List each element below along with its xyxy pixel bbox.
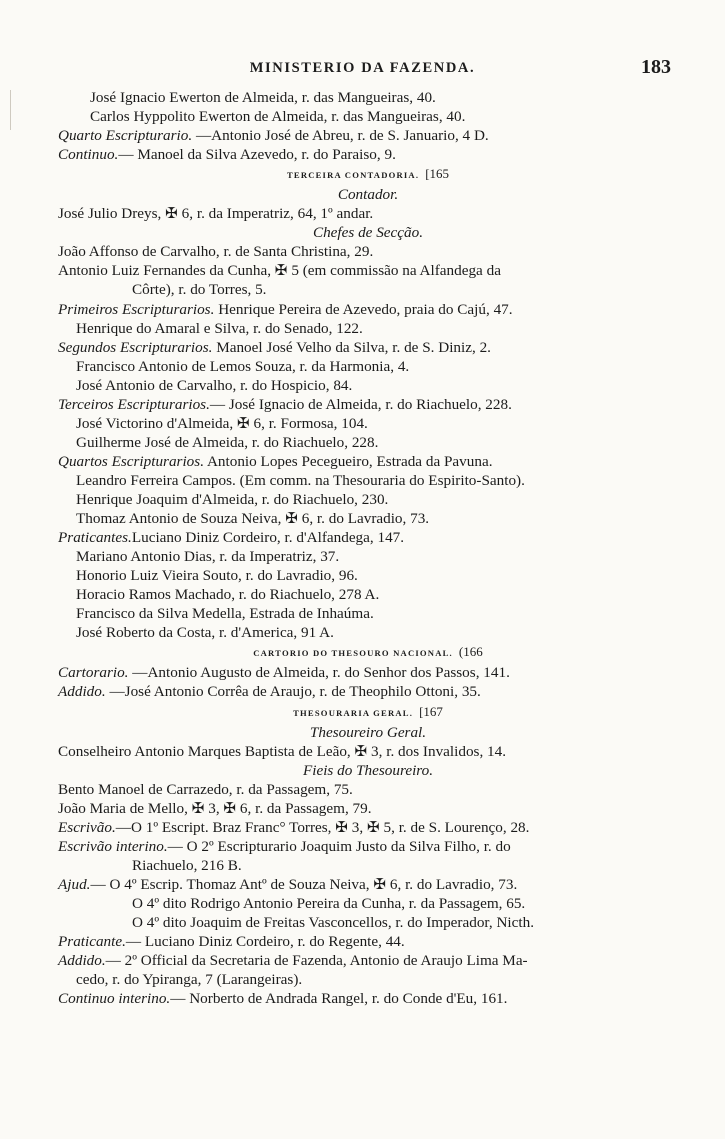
role-label: Ajud. [58,875,91,893]
role-label: Quarto Escripturario. [58,127,193,145]
section-heading [58,702,678,723]
entry-line [58,145,678,164]
entry-text: José Victorino d'Almeida, ✠ 6, r. Formosa, 104. [76,414,368,432]
entry-text: — Norberto de Andrada Rangel, r. do Conde d'Eu, 161. [170,990,508,1008]
subheading [58,723,678,742]
section-number: (166 [458,644,483,660]
entry-text: O 4º dito Joaquim de Freitas Vasconcellos, r. do Imperador, Nicth. [132,914,534,932]
entry-line [58,88,678,107]
role-label: Addido. [58,952,106,970]
entry-line [58,799,678,818]
entry-text: José Julio Dreys, ✠ 6, r. da Imperatriz, 64, 1º andar. [58,205,374,223]
role-label: Praticantes. [58,529,132,547]
entry-text: —Antonio José de Abreu, r. de S. Januario, 4 D. [192,127,489,145]
entry-line [58,780,678,799]
entry-line [58,547,678,566]
entry-text: Chefes de Secção. [312,224,424,242]
entry-text: Horacio Ramos Machado, r. do Riachuelo, 278 A. [76,586,380,604]
role-label: Praticante. [58,933,126,951]
entry-line [58,894,678,913]
entry-text: Luciano Diniz Cordeiro, r. d'Alfandega, 147. [131,529,405,547]
subheading [58,185,678,204]
entry-text: Carlos Hyppolito Ewerton de Almeida, r. das Mangueiras, 40. [90,108,466,126]
entry-line [58,509,678,528]
running-title: MINISTERIO DA FAZENDA. [249,60,476,76]
entry-line [58,107,678,126]
entry-text: cedo, r. do Ypiranga, 7 (Larangeiras). [76,971,303,989]
entry-text: Francisco da Silva Medella, Estrada de Inhaúma. [76,605,374,623]
entry-line [58,585,678,604]
entry-line [58,261,678,280]
entry-line [58,395,678,414]
entry-line [58,604,678,623]
entry-text: José Roberto da Costa, r. d'America, 91 A. [76,624,334,642]
entry-line [58,837,678,856]
entry-line [58,414,678,433]
entry-text: Contador. [337,186,399,204]
section-heading [58,642,678,663]
entry-line [58,300,678,319]
entry-line [58,490,678,509]
entry-text: O 4º dito Rodrigo Antonio Pereira da Cunha, r. da Passagem, 65. [132,894,526,912]
entry-line [58,338,678,357]
page-edge-mark [10,90,11,130]
entry-text: José Ignacio Ewerton de Almeida, r. das Mangueiras, 40. [90,89,436,106]
role-label: Cartorario. [58,664,129,682]
entry-text: Francisco Antonio de Lemos Souza, r. da Harmonia, 4. [76,357,410,375]
entry-line [58,951,678,970]
entry-text: Riachuelo, 216 B. [132,856,242,874]
entry-text: Manoel José Velho da Silva, r. de S. Diniz, 2. [212,338,491,356]
subheading [58,761,678,780]
entry-line [58,742,678,761]
section-number: [167 [419,703,443,719]
entry-line [58,989,678,1008]
entry-line [58,528,678,547]
page-header [0,58,725,82]
subheading [58,223,678,242]
entry-text: — O 4º Escrip. Thomaz Antº de Souza Neiva, ✠ 6, r. do Lavradio, 73. [90,875,518,893]
entry-text: Fieis do Thesoureiro. [302,761,434,779]
entry-text: José Antonio de Carvalho, r. do Hospicio, 84. [76,376,353,394]
entry-line [58,376,678,395]
entry-line [58,932,678,951]
entry-text: — O 2º Escripturario Joaquim Justo da Silva Filho, r. do [167,837,511,855]
role-label: Escrivão interino. [58,837,168,855]
entry-line [58,663,678,682]
role-label: Addido. [58,683,106,701]
entry-line [58,433,678,452]
entry-text: Henrique Pereira de Azevedo, praia do Cajú, 47. [214,300,513,318]
entry-text: THESOURARIA GERAL. [293,707,414,718]
directory-listing [58,88,678,1008]
entry-line [58,471,678,490]
entry-text: TERCEIRA CONTADORIA. [286,170,420,181]
entry-text: Henrique Joaquim d'Almeida, r. do Riachuelo, 230. [76,490,389,508]
entry-text: —O 1º Escript. Braz Franc° Torres, ✠ 3, ✠ 5, r. de S. Lourenço, 28. [115,818,530,836]
entry-line [58,818,678,837]
entry-text: Côrte), r. do Torres, 5. [132,281,267,299]
role-label: Quartos Escripturarios. [58,452,204,470]
entry-text: Mariano Antonio Dias, r. da Imperatriz, 37. [76,548,340,566]
entry-text: —Antonio Augusto de Almeida, r. do Senhor dos Passos, 141. [128,664,510,682]
entry-text: Honorio Luiz Vieira Souto, r. do Lavradio, 96. [76,567,358,585]
entry-text: Conselheiro Antonio Marques Baptista de Leão, ✠ 3, r. dos Invalidos, 14. [58,742,507,760]
entry-text: Henrique do Amaral e Silva, r. do Senado, 122. [76,319,363,337]
section-number: [165 [425,166,450,182]
entry-line [58,970,678,989]
entry-line [58,682,678,701]
role-label: Escrivão. [58,818,116,836]
role-label: Continuo. [58,146,119,164]
entry-text: Leandro Ferreira Campos. (Em comm. na Thesouraria do Espirito-Santo). [76,471,525,489]
role-label: Continuo interino. [58,990,171,1008]
entry-text: Bento Manoel de Carrazedo, r. da Passagem, 75. [58,780,353,798]
entry-text: — Manoel da Silva Azevedo, r. do Paraiso, 9. [118,146,396,164]
entry-line [58,452,678,471]
page-number: 183 [641,56,671,78]
entry-line [58,913,678,932]
section-heading [58,164,678,185]
entry-text: —José Antonio Corrêa de Araujo, r. de Theophilo Ottoni, 35. [105,683,481,701]
entry-line [58,204,678,223]
entry-line [58,242,678,261]
entry-text: João Maria de Mello, ✠ 3, ✠ 6, r. da Passagem, 79. [58,799,372,817]
entry-line [58,126,678,145]
entry-line [58,566,678,585]
entry-text: CARTORIO DO THESOURO NACIONAL. [253,648,453,659]
entry-line [58,319,678,338]
entry-text: Guilherme José de Almeida, r. do Riachuelo, 228. [76,433,379,451]
entry-text: Antonio Lopes Pecegueiro, Estrada da Pavuna. [204,452,493,470]
entry-line [58,357,678,376]
entry-text: Thomaz Antonio de Souza Neiva, ✠ 6, r. do Lavradio, 73. [76,510,430,528]
role-label: Terceiros Escripturarios. [58,395,210,413]
entry-line [58,280,678,299]
entry-text: — 2º Official da Secretaria de Fazenda, Antonio de Araujo Lima Ma- [105,952,528,970]
role-label: Segundos Escripturarios. [58,338,213,356]
entry-line [58,623,678,642]
role-label: Primeiros Escripturarios. [58,300,215,318]
entry-text: — José Ignacio de Almeida, r. do Riachuelo, 228. [209,395,512,413]
entry-text: — Luciano Diniz Cordeiro, r. do Regente, 44. [125,933,405,951]
entry-text: Thesoureiro Geral. [309,723,427,741]
entry-text: Antonio Luiz Fernandes da Cunha, ✠ 5 (em commissão na Alfandega da [58,262,501,280]
entry-text: João Affonso de Carvalho, r. de Santa Christina, 29. [58,243,374,261]
entry-line [58,856,678,875]
entry-line [58,875,678,894]
